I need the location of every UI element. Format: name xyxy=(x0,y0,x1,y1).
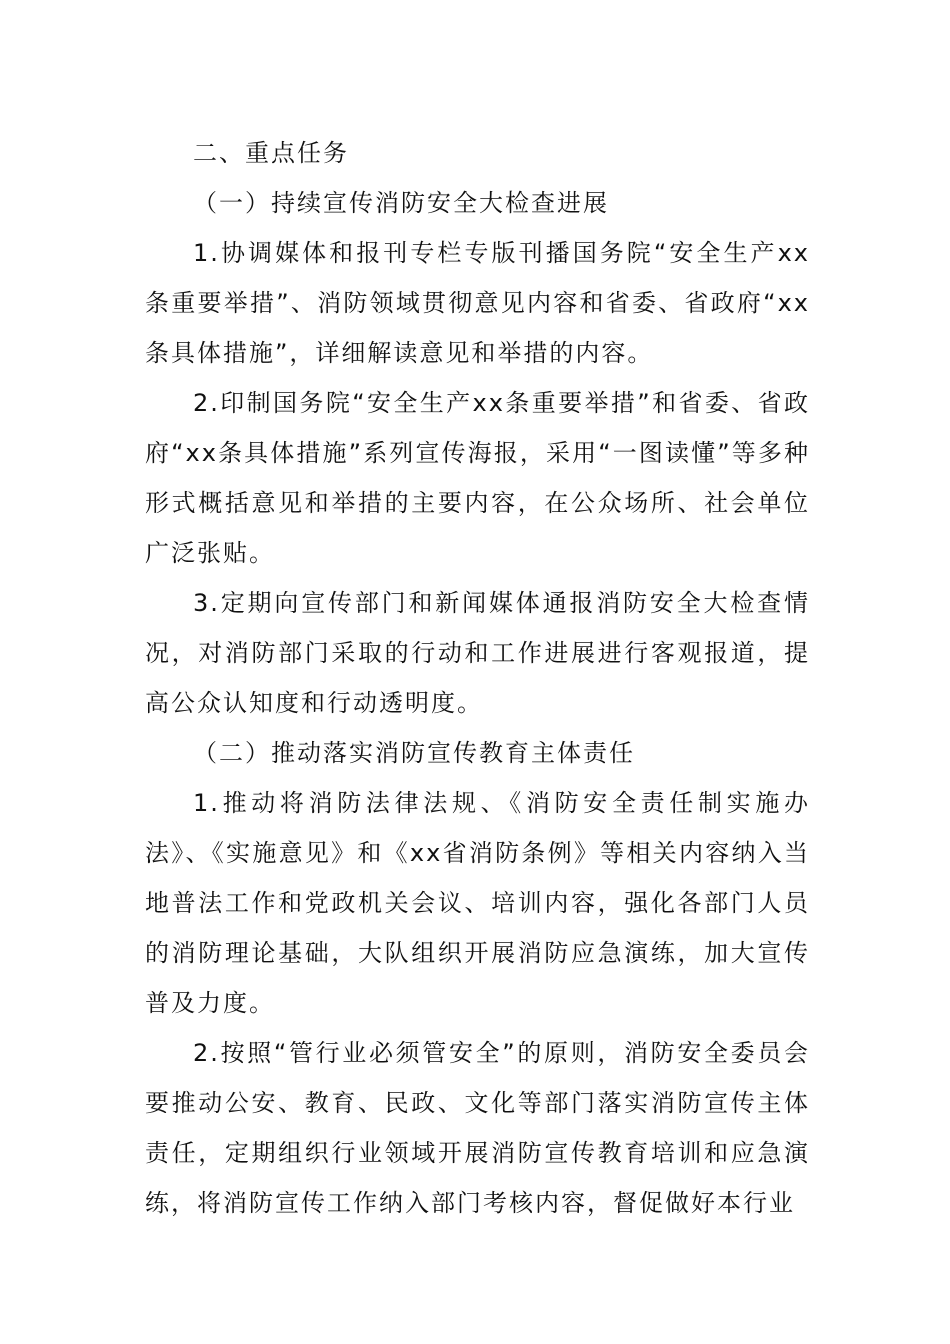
paragraph-1-2: 2.印制国务院“安全生产xx条重要举措”和省委、省政府“xx条具体措施”系列宣传海报，采用“一图读懂”等多种形式概括意见和举措的主要内容，在公众场所、社会单位广泛张贴。 xyxy=(145,389,810,567)
paragraph-1-1: 1.协调媒体和报刊专栏专版刊播国务院“安全生产xx条重要举措”、消防领域贯彻意见内容和省委、省政府“xx条具体措施”，详细解读意见和举措的内容。 xyxy=(145,239,810,367)
paragraph-2-2: 2.按照“管行业必须管安全”的原则，消防安全委员会要推动公安、教育、民政、文化等部门落实消防宣传主体责任，定期组织行业领域开展消防宣传教育培训和应急演练，将消防宣传工作纳入部门考核内容，督促做好本行业 xyxy=(145,1039,810,1217)
paragraph-2-1: 1.推动将消防法律法规、《消防安全责任制实施办法》、《实施意见》和《xx省消防条例》等相关内容纳入当地普法工作和党政机关会议、培训内容，强化各部门人员的消防理论基础，大队组织开展消防应急演练，加大宣传普及力度。 xyxy=(145,789,810,1017)
document-body xyxy=(145,128,810,1228)
subsection-title-2: （二）推动落实消防宣传教育主体责任 xyxy=(193,739,635,767)
subsection-title-1: （一）持续宣传消防安全大检查进展 xyxy=(193,189,609,217)
paragraph-1-3: 3.定期向宣传部门和新闻媒体通报消防安全大检查情况，对消防部门采取的行动和工作进展进行客观报道，提高公众认知度和行动透明度。 xyxy=(145,589,810,717)
section-title: 二、重点任务 xyxy=(193,139,349,167)
